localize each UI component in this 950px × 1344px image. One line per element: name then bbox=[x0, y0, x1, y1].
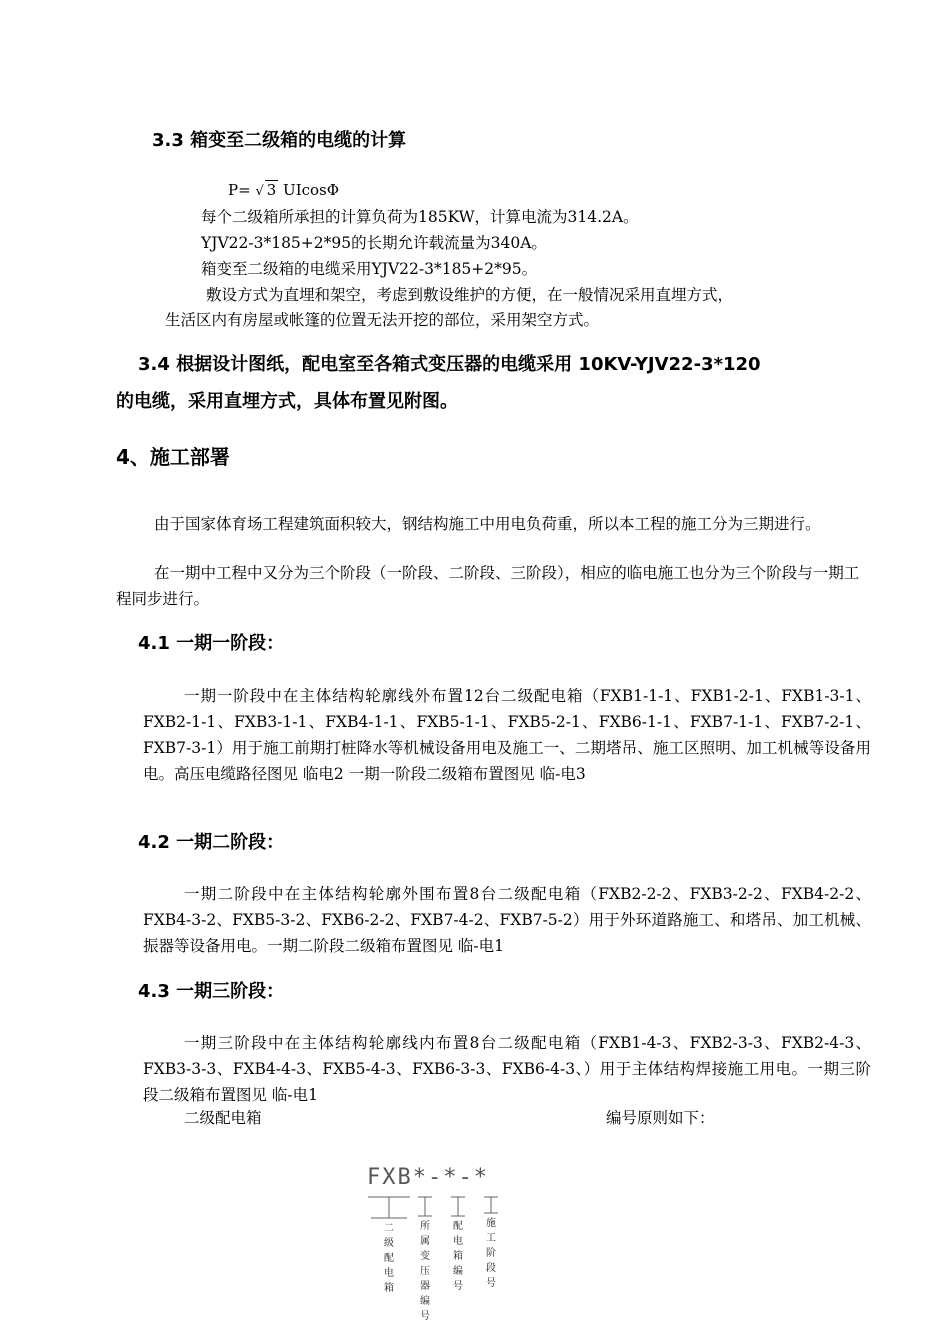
text-line: 生活区内有房屋或帐篷的位置无法开挖的部位，采用架空方式。 bbox=[165, 311, 600, 329]
formula-prefix: P= bbox=[228, 181, 256, 199]
section-4-heading: 4、施工部署 bbox=[116, 445, 230, 469]
section-4-para2: 在一期中工程中又分为三个阶段（一阶段、二阶段、三阶段），相应的临电施工也分为三个阶段与一期工程同步进行。 bbox=[116, 564, 860, 608]
text-line: 敷设方式为直埋和架空，考虑到敷设维护的方便，在一般情况采用直埋方式， bbox=[206, 286, 734, 304]
label-stage-number: 施工阶段号 bbox=[486, 1218, 496, 1289]
numbering-code: FXB*-*-* bbox=[367, 1165, 489, 1190]
formula-suffix: UIcosΦ bbox=[278, 181, 340, 199]
section-4-para1: 由于国家体育场工程建筑面积较大，钢结构施工中用电负荷重，所以本工程的施工分为三期进行。 bbox=[154, 515, 821, 533]
label-secondary-box: 二级配电箱 bbox=[384, 1223, 394, 1294]
section-4-1-heading: 4.1 一期一阶段： bbox=[138, 633, 285, 654]
section-3-4-line1: 3.4 根据设计图纸，配电室至各箱式变压器的电缆采用 10KV-YJV22-3*120 bbox=[138, 354, 761, 375]
numbering-intro-left: 二级配电箱 bbox=[184, 1109, 262, 1127]
section-4-2-heading: 4.2 一期二阶段： bbox=[138, 832, 285, 853]
section-4-3-heading: 4.3 一期三阶段： bbox=[138, 981, 285, 1002]
power-formula: P= √ 3 UIcosΦ bbox=[228, 181, 340, 199]
text-line: 每个二级箱所承担的计算负荷为185KW，计算电流为314.2A。 bbox=[201, 208, 639, 226]
label-transformer-number: 所属变压器编号 bbox=[420, 1221, 430, 1322]
section-3-3-heading: 3.3 箱变至二级箱的电缆的计算 bbox=[152, 130, 407, 151]
section-4-1-para: 一期一阶段中在主体结构轮廓线外布置12台二级配电箱（FXB1-1-1、FXB1-2-1、FXB1-3-1、FXB2-1-1、FXB3-1-1、FXB4-1-1、FXB5-1-1、FXB5-2-1、FXB6-1-1、FXB7-1-1、FXB7-2-1、FXB7-3-1）用于施工前期打桩降水等机械设备用电及施工一、二期塔吊、施工区照明、加工机械等设备用电。高压电缆路径图见 临电2 一期一阶段二级箱布置图见 临-电3 bbox=[143, 687, 871, 783]
text-line: YJV22-3*185+2*95的长期允许载流量为340A。 bbox=[201, 234, 547, 252]
section-4-2-para: 一期二阶段中在主体结构轮廓外围布置8台二级配电箱（FXB2-2-2、FXB3-2-2、FXB4-2-2、FXB4-3-2、FXB5-3-2、FXB6-2-2、FXB7-4-2、FXB7-5-2）用于外环道路施工、和塔吊、加工机械、振器等设备用电。一期二阶段二级箱布置图见 临-电1 bbox=[143, 885, 871, 955]
text-line: 箱变至二级箱的电缆采用YJV22-3*185+2*95。 bbox=[201, 260, 538, 278]
numbering-intro-right: 编号原则如下： bbox=[606, 1109, 715, 1127]
label-box-number: 配电箱编号 bbox=[453, 1221, 463, 1292]
section-4-3-para: 一期三阶段中在主体结构轮廓线内布置8台二级配电箱（FXB1-4-3、FXB2-3-3、FXB2-4-3、FXB3-3-3、FXB4-4-3、FXB5-4-3、FXB6-3-3、FXB6-4-3、）用于主体结构焊接施工用电。一期三阶段二级箱布置图见 临-电1 bbox=[143, 1034, 871, 1104]
formula-sqrt-value: 3 bbox=[266, 181, 277, 199]
section-3-4-line2: 的电缆，采用直埋方式，具体布置见附图。 bbox=[116, 391, 458, 412]
